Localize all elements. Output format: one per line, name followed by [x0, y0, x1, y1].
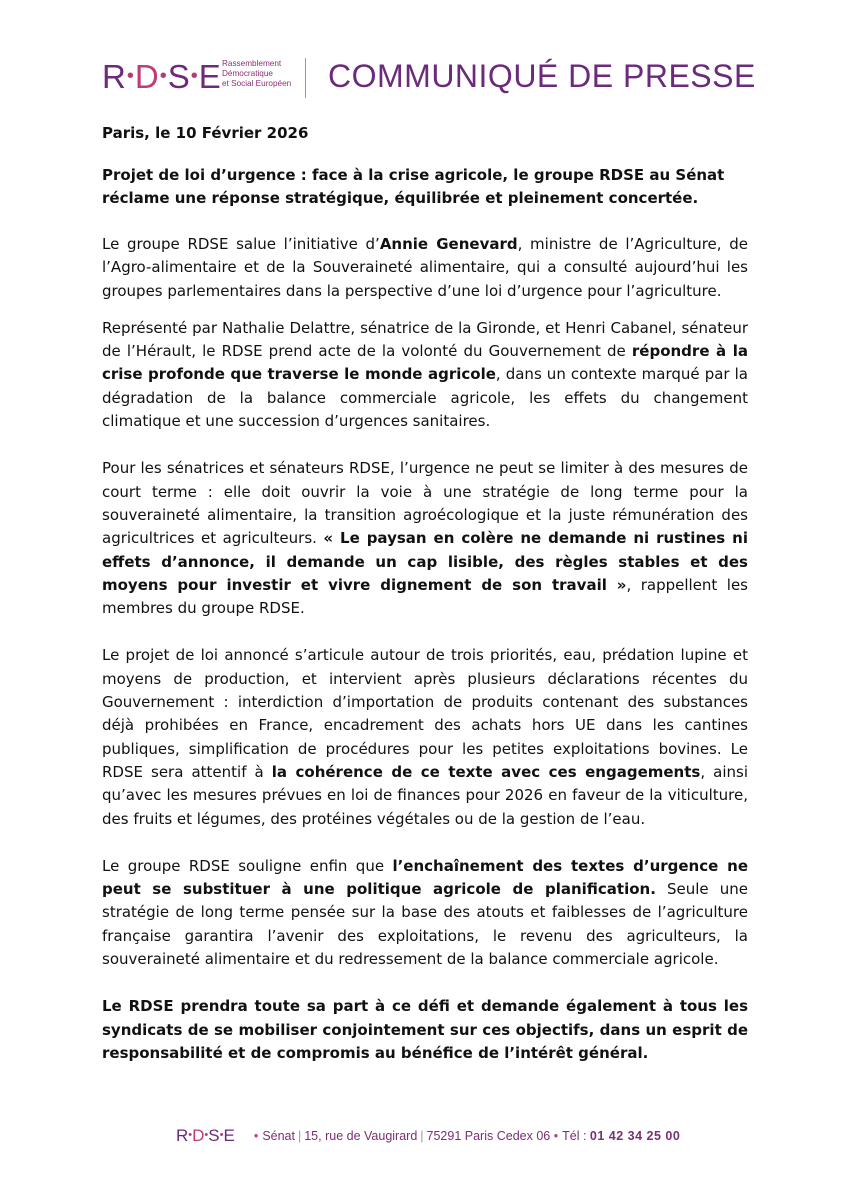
logo-subtitle: Rassemblement Démocratique et Social Européen — [222, 59, 292, 88]
header-divider — [305, 58, 306, 98]
page-footer — [176, 1125, 680, 1145]
headline: Projet de loi d’urgence : face à la crise agricole, le groupe RDSE au Sénat réclame une réponse stratégique, équilibrée et pleinement concertée. — [102, 166, 725, 207]
footer-logo: R•D•S•E — [176, 1125, 235, 1145]
closing-paragraph: Le RDSE prendra toute sa part à ce défi et demande également à tous les syndicats de se mobiliser conjointement sur ces objectifs, dans un esprit de responsabilité et de compromis au bénéfice de l’intérêt général. — [102, 997, 748, 1062]
dateline: Paris, le 10 Février 2026 — [102, 124, 309, 142]
footer-phone-label: Tél : — [562, 1128, 587, 1143]
paragraph-4: Le projet de loi annoncé s’articule autour de trois priorités, eau, prédation lupine et moyens de production, et intervient après plusieurs déclarations récentes du Gouvernement : interdiction d’importation de produits contenant des substances déjà prohibées en France, encadrement des achats hors UE dans les cantines publiques, simplification de procédures pour les petites exploitations bovines. Le RDSE sera attentif à la cohérence de ce texte avec ces engagements, ainsi qu’avec les mesures prévues en loi de finances pour 2026 en faveur de la viticulture, des fruits et légumes, des protéines végétales ou de la gestion de l’eau. — [102, 646, 748, 828]
press-release-body — [102, 123, 748, 1065]
footer-address: 15, rue de Vaugirard — [304, 1128, 418, 1143]
footer-bullet-2: • — [553, 1128, 559, 1143]
paragraph-3: Pour les sénatrices et sénateurs RDSE, l’urgence ne peut se limiter à des mesures de court terme : elle doit ouvrir la voie à une stratégie de long terme pour la souveraineté alimentaire, la transition agroécologique et la juste rémunération des agricultrices et agriculteurs. « Le paysan en colère ne demande ni rustines ni effets d’annonce, il demande un cap lisible, des règles stables et des moyens pour investir et vivre dignement de son travail », rappellent les membres du groupe RDSE. — [102, 459, 748, 618]
paragraph-1: Le groupe RDSE salue l’initiative d’Annie Genevard, ministre de l’Agriculture, de l’Agro-alimentaire et de la Souveraineté alimentaire, qui a consulté aujourd’hui les groupes parlementaires dans la perspective d’une loi d’urgence pour l’agriculture. — [102, 235, 748, 300]
footer-contact: • Sénat | 15, rue de Vaugirard | 75291 Paris Cedex 06 • Tél : 01 42 34 25 00 — [253, 1128, 681, 1143]
paragraph-5: Le groupe RDSE souligne enfin que l’enchaînement des textes d’urgence ne peut se substituer à une politique agricole de planification. Seule une stratégie de long terme pensée sur la base des atouts et faiblesses de l’agriculture française garantira l’avenir des exploitations, le revenu des agriculteurs, la souveraineté alimentaire et du redressement de la balance commerciale agricole. — [102, 856, 748, 969]
footer-city: 75291 Paris Cedex 06 — [426, 1128, 551, 1143]
footer-phone: 01 42 34 25 00 — [589, 1128, 681, 1143]
footer-bullet: • — [253, 1128, 259, 1143]
page-header — [102, 52, 762, 102]
page-title: COMMUNIQUÉ DE PRESSE — [328, 58, 756, 94]
paragraph-2: Représenté par Nathalie Delattre, sénatrice de la Gironde, et Henri Cabanel, sénateur de l’Hérault, le RDSE prend acte de la volonté du Gouvernement de répondre à la crise profonde que traverse le monde agricole, dans un contexte marqué par la dégradation de la balance commerciale agricole, les effets du changement climatique et une succession d’urgences sanitaires. — [102, 318, 748, 431]
footer-institution: Sénat — [262, 1128, 295, 1143]
logo-letters: R•D•S•E — [102, 58, 221, 95]
